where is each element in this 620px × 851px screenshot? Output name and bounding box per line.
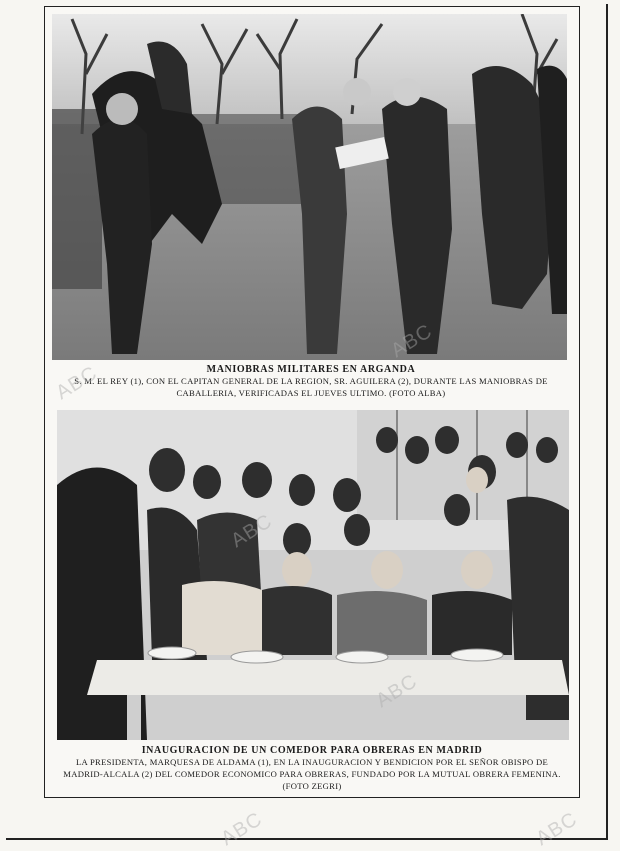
top-caption-body: S. M. EL REY (1), CON EL CAPITAN GENERAL DE LA REGION, SR. AGUILERA (2), DURANTE LAS MANIOBRAS DE CABALLERIA, VERIFICADAS EL JUEVES ULTIMO. (FOTO ALBA) <box>74 376 548 398</box>
photo-dining-hall-inauguration <box>57 410 569 740</box>
abc-watermark: ABC <box>372 670 422 713</box>
abc-watermark: ABC <box>532 808 582 851</box>
bottom-photo-caption <box>56 745 568 792</box>
abc-watermark: ABC <box>52 362 102 405</box>
abc-watermark: ABC <box>227 510 277 553</box>
abc-watermark: ABC <box>217 808 267 851</box>
top-photo-caption <box>70 364 552 399</box>
photo-military-maneuvers <box>52 14 567 360</box>
top-caption-title: MANIOBRAS MILITARES EN ARGANDA <box>206 364 416 375</box>
bottom-caption-body: LA PRESIDENTA, MARQUESA DE ALDAMA (1), EN LA INAUGURACION Y BENDICION POR EL SEÑOR OBISPO DE MADRID-ALCALA (2) DEL COMEDOR ECONOMICO PARA OBRERAS, FUNDADO POR LA MUTUAL OBRERA FEMENINA. (FOTO ZEGRI) <box>63 757 561 791</box>
abc-watermark: ABC <box>387 320 437 363</box>
bottom-caption-title: INAUGURACION DE UN COMEDOR PARA OBRERAS EN MADRID <box>141 745 483 756</box>
